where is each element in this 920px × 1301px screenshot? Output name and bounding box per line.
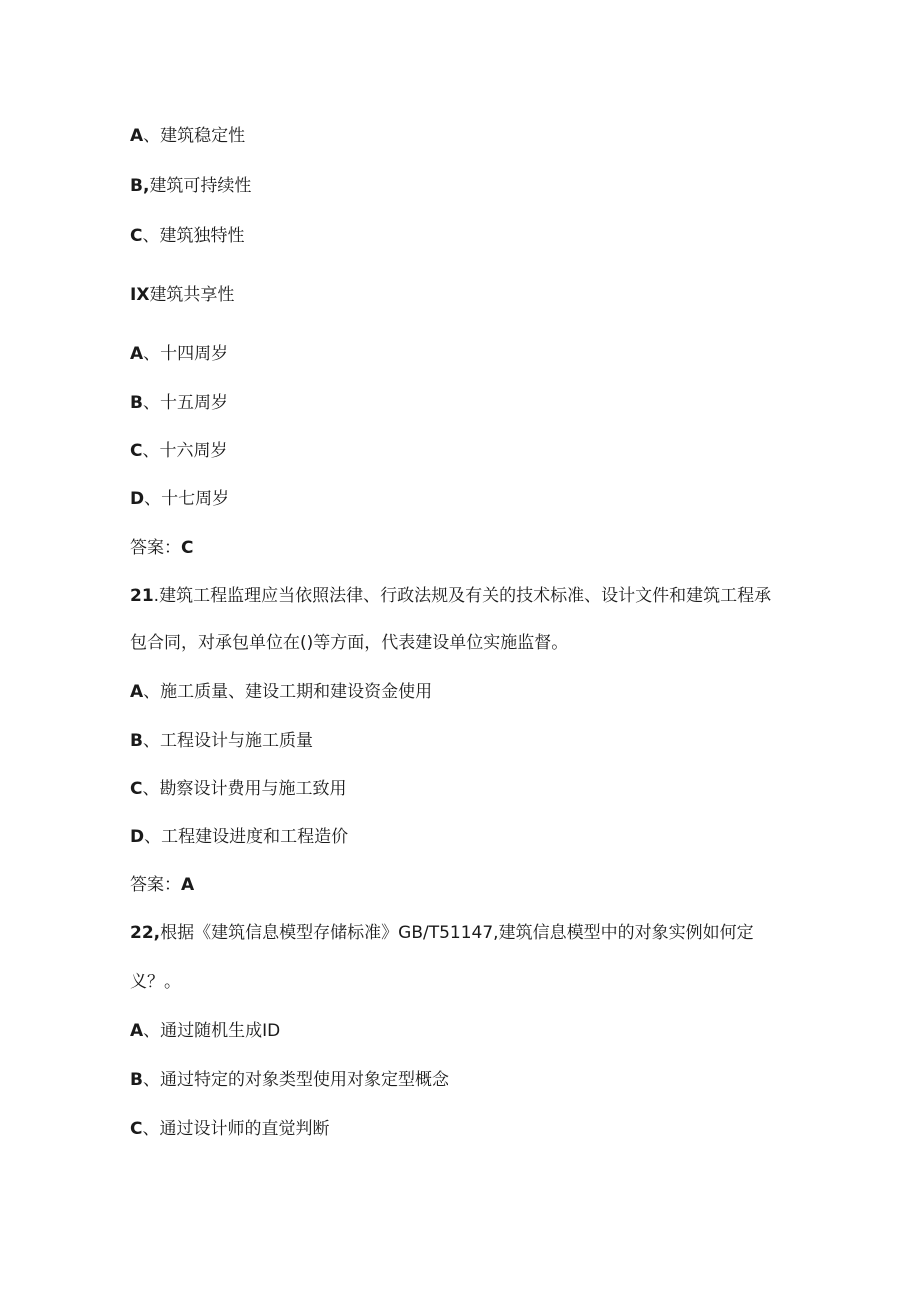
option-text: 十四周岁 — [160, 344, 229, 364]
separator: 、 — [142, 731, 160, 751]
separator: 、 — [144, 489, 162, 509]
option-label: A — [130, 344, 144, 364]
question-text: 根据《建筑信息模型存储标准》GB/T51147,建筑信息模型中的对象实例如何定 — [160, 923, 754, 943]
answer-line — [130, 537, 193, 559]
option-text: 十五周岁 — [159, 393, 228, 413]
option-text: 建筑稳定性 — [160, 126, 246, 146]
option-text: 通过特定的对象类型使用对象定型概念 — [159, 1070, 449, 1090]
separator: 、 — [143, 1021, 161, 1041]
answer-prefix: 答案： — [130, 875, 181, 895]
option-b-line — [130, 1069, 449, 1091]
option-c-line — [130, 1118, 329, 1140]
answer-prefix: 答案： — [130, 538, 181, 558]
separator: , — [142, 176, 150, 196]
option-label: B — [130, 1070, 143, 1090]
option-label: C — [130, 226, 143, 246]
question-22-line-2 — [130, 971, 181, 993]
option-c-line — [130, 440, 227, 462]
option-label: B — [130, 176, 143, 196]
option-label: B — [130, 731, 143, 751]
separator: 、 — [142, 1070, 160, 1090]
separator: 、 — [142, 393, 160, 413]
option-label: C — [130, 441, 143, 461]
separator: 、 — [142, 226, 160, 246]
question-number: 22 — [130, 923, 154, 943]
option-d-line — [130, 284, 234, 306]
option-label: A — [130, 126, 144, 146]
question-21-line-2 — [130, 632, 568, 654]
option-b-line — [130, 730, 313, 752]
option-b-line — [130, 175, 251, 197]
answer-line — [130, 874, 194, 896]
option-text: 通过随机生成ID — [160, 1021, 281, 1041]
option-a-line — [130, 125, 245, 147]
option-text: 建筑共享性 — [149, 285, 235, 305]
option-text: 十七周岁 — [161, 489, 230, 509]
separator: 、 — [142, 1119, 160, 1139]
option-text: 建筑独特性 — [159, 226, 245, 246]
option-text: 建筑可持续性 — [149, 176, 252, 196]
option-label: D — [130, 827, 145, 847]
option-d-line — [130, 826, 348, 848]
question-21-line-1 — [130, 585, 771, 607]
option-label: D — [130, 489, 145, 509]
option-label: B — [130, 393, 143, 413]
option-text: 工程建设进度和工程造价 — [161, 827, 349, 847]
option-label: C — [130, 779, 143, 799]
option-text: 勘察设计费用与施工致用 — [159, 779, 347, 799]
question-22-line-1 — [130, 922, 754, 944]
separator: 、 — [142, 779, 160, 799]
question-text: 建筑工程监理应当依照法律、行政法规及有关的技术标准、设计文件和建筑工程承 — [159, 586, 772, 606]
separator: . — [153, 586, 160, 606]
separator: , — [153, 923, 161, 943]
option-label: A — [130, 1021, 144, 1041]
option-a-line — [130, 681, 432, 703]
option-label: A — [130, 682, 144, 702]
answer-value: A — [181, 875, 195, 895]
option-label: C — [130, 1119, 143, 1139]
answer-value: C — [181, 538, 194, 558]
separator: 、 — [143, 344, 161, 364]
option-label: IX — [130, 285, 150, 305]
separator: 、 — [144, 827, 162, 847]
question-text: 包合同，对承包单位在()等方面，代表建设单位实施监督。 — [130, 633, 569, 653]
option-text: 工程设计与施工质量 — [159, 731, 313, 751]
separator: 、 — [143, 682, 161, 702]
option-b-line — [130, 392, 228, 414]
question-number: 21 — [130, 586, 154, 606]
separator: 、 — [142, 441, 160, 461]
option-text: 十六周岁 — [159, 441, 228, 461]
option-c-line — [130, 778, 346, 800]
option-text: 施工质量、建设工期和建设资金使用 — [160, 682, 433, 702]
question-text: 义？。 — [130, 972, 181, 992]
option-a-line — [130, 343, 228, 365]
option-c-line — [130, 225, 244, 247]
separator: 、 — [143, 126, 161, 146]
option-d-line — [130, 488, 229, 510]
option-text: 通过设计师的直觉判断 — [159, 1119, 330, 1139]
option-a-line — [130, 1020, 280, 1042]
